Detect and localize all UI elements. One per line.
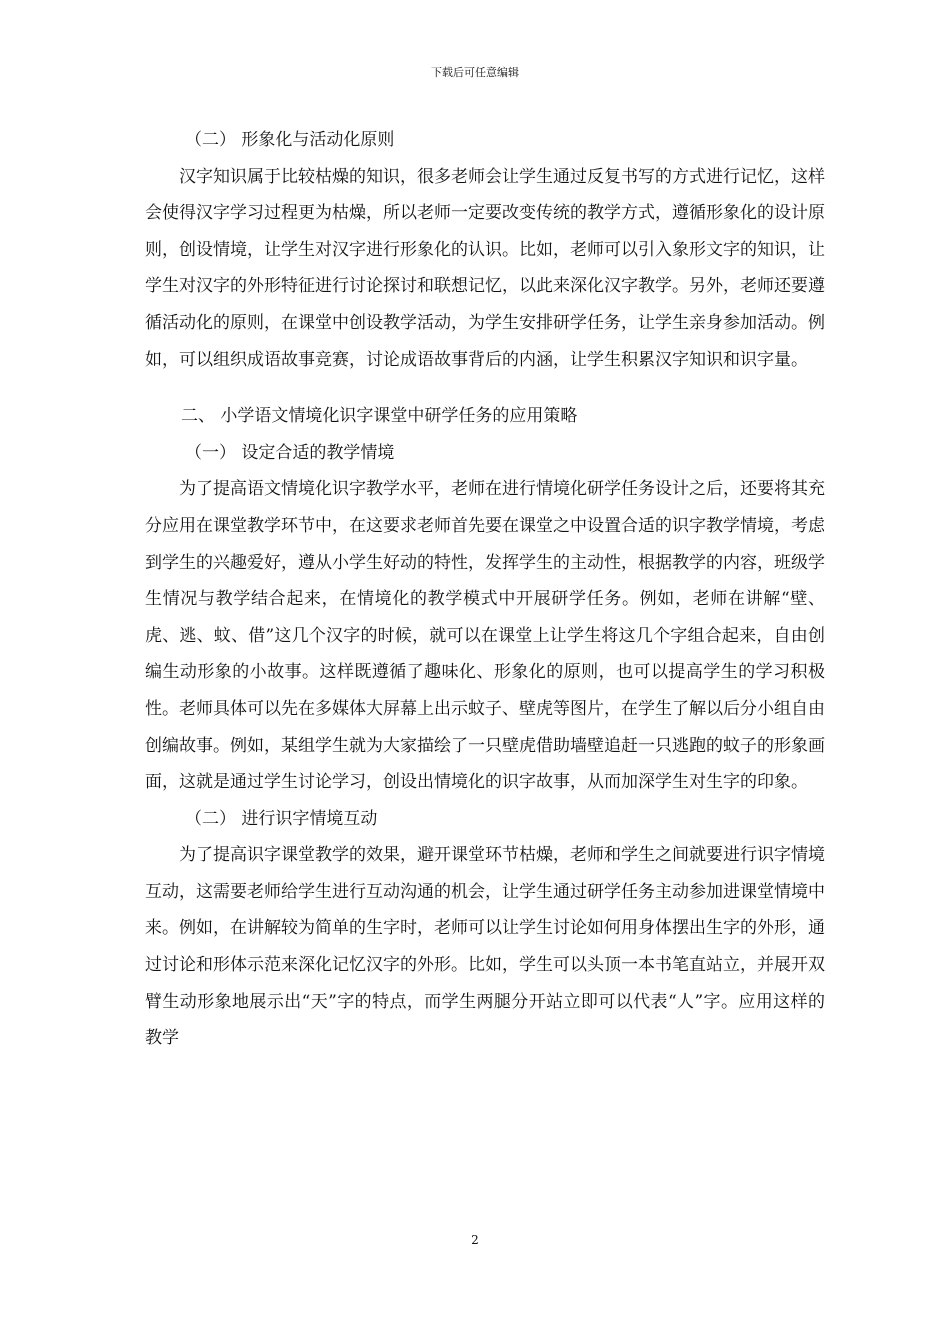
subsection-heading-set-situation: （一） 设定合适的教学情境 bbox=[185, 442, 395, 463]
document-body bbox=[145, 122, 825, 1057]
subsection-heading-imagery-activity: （二） 形象化与活动化原则 bbox=[185, 130, 395, 150]
paragraph-interaction: 为了提高识字课堂教学的效果，避开课堂环节枯燥，老师和学生之间就要进行识字情境互动，这需要老师给学生进行互动沟通的机会，让学生通过研学任务主动参加进课堂情境中来。例如，在讲解较为简单的生字时，老师可以让学生讨论如何用身体摆出生字的外形，通过讨论和形体示范来深化记忆汉字的外形。比如，学生可以头顶一本书笔直站立，并展开双臂生动形象地展示出“天”字的特点，而学生两腿分开站立即可以代表“人”字。应用这样的教学 bbox=[145, 845, 825, 1049]
subsection-heading-interaction: （二） 进行识字情境互动 bbox=[185, 808, 378, 829]
paragraph-set-situation: 为了提高语文情境化识字教学水平，老师在进行情境化研学任务设计之后，还要将其充分应用在课堂教学环节中，在这要求老师首先要在课堂之中设置合适的识字教学情境，考虑到学生的兴趣爱好，遵从小学生好动的特性，发挥学生的主动性，根据教学的内容，班级学生情况与教学结合起来，在情境化的教学模式中开展研学任务。例如，老师在讲解“壁、虎、逃、蚊、借”这几个汉字的时候，就可以在课堂上让学生将这几个字组合起来，自由创编生动形象的小故事。这样既遵循了趣味化、形象化的原则，也可以提高学生的学习积极性。老师具体可以先在多媒体大屏幕上出示蚊子、壁虎等图片，在学生了解以后分小组自由创编故事。例如，某组学生就为大家描绘了一只壁虎借助墙壁追赶一只逃跑的蚊子的形象画面，这就是通过学生讨论学习，创设出情境化的识字故事，从而加深学生对生字的印象。 bbox=[145, 479, 825, 793]
section-heading-strategies: 二、 小学语文情境化识字课堂中研学任务的应用策略 bbox=[181, 406, 578, 427]
page-number: 2 bbox=[471, 1233, 479, 1247]
page-header-note: 下载后可任意编辑 bbox=[431, 66, 519, 79]
paragraph-imagery-activity: 汉字知识属于比较枯燥的知识，很多老师会让学生通过反复书写的方式进行记忆，这样会使得汉字学习过程更为枯燥，所以老师一定要改变传统的教学方式，遵循形象化的设计原则，创设情境，让学生对汉字进行形象化的认识。比如，老师可以引入象形文字的知识，让学生对汉字的外形特征进行讨论探讨和联想记忆，以此来深化汉字教学。另外，老师还要遵循活动化的原则，在课堂中创设教学活动，为学生安排研学任务，让学生亲身参加活动。例如，可以组织成语故事竞赛，讨论成语故事背后的内涵，让学生积累汉字知识和识字量。 bbox=[145, 166, 825, 370]
